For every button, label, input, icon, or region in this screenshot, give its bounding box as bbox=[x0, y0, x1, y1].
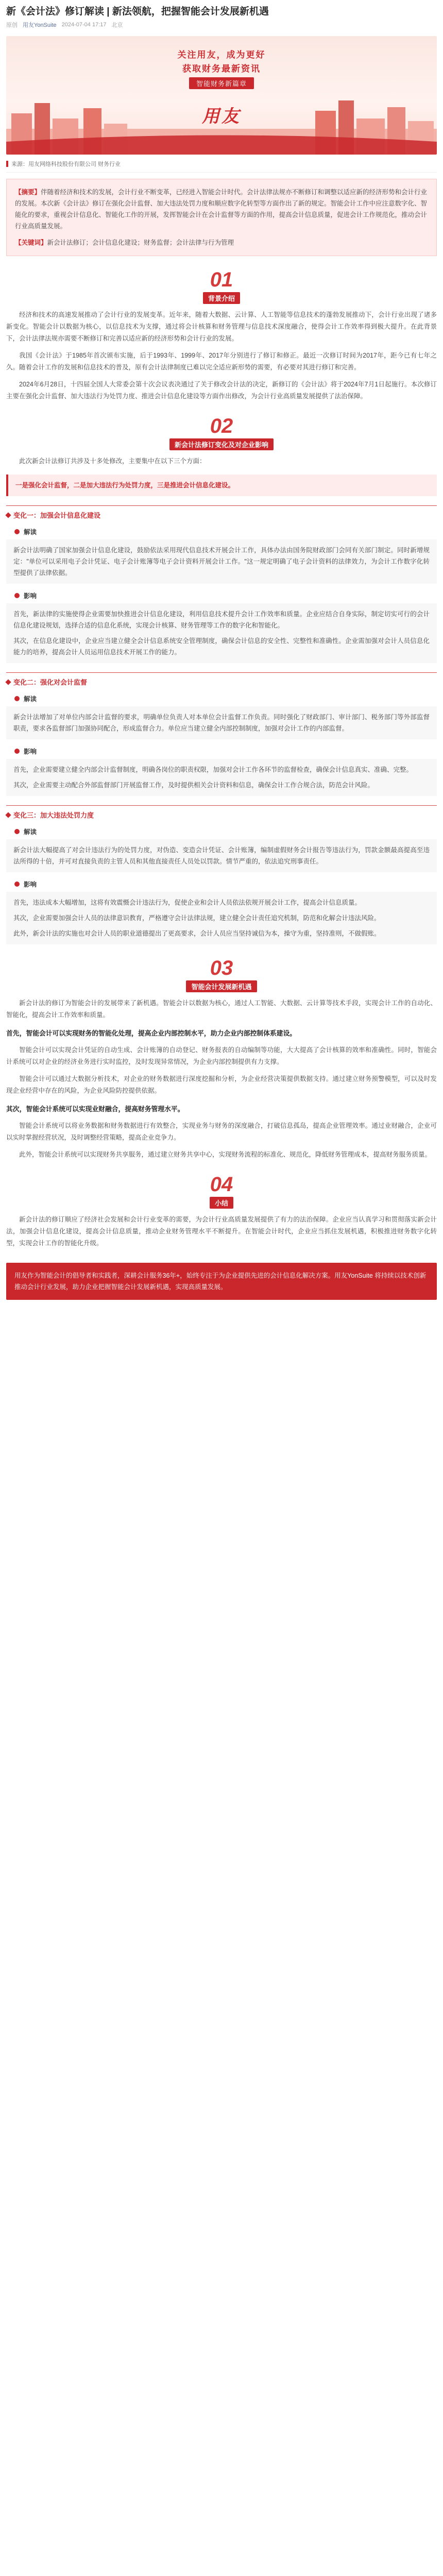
account-link[interactable]: 用友YonSuite bbox=[23, 22, 57, 28]
sub-title: 影响 bbox=[24, 748, 37, 755]
change-title: 变化二：强化对会计监督 bbox=[13, 679, 88, 686]
change-1-read-label bbox=[14, 527, 437, 536]
section-04-para-1: 新会计法的修订顺应了经济社会发展和会计行业变革的需要，为会计行业高质量发展提供了有力的法治保障。企业应当认真学习和贯彻落实新会计法，加强会计信息化建设，提高会计信息质量，推动企业财务管理水平不断提升。在智能会计时代，企业应当抓住发展机遇，积极推进财务数字化转型，实现会计工作的智能化升级。 bbox=[6, 1216, 437, 1247]
bullet-icon bbox=[14, 882, 20, 887]
highlight-text: 一是强化会计监督，二是加大违法行为处罚力度，三是推进会计信息化建设。 bbox=[15, 482, 235, 489]
change-1-impact-box bbox=[6, 603, 437, 663]
bullet-icon bbox=[14, 529, 20, 534]
hero-line-2: 获取财务最新资讯 bbox=[182, 64, 261, 74]
article-header bbox=[0, 0, 443, 33]
publish-date: 2024-07-04 17:17 bbox=[61, 22, 107, 28]
change-1-label bbox=[6, 505, 437, 520]
change-3-impact-box bbox=[6, 892, 437, 944]
diamond-icon bbox=[5, 512, 11, 518]
section-01-header bbox=[0, 269, 443, 304]
change-2-label bbox=[6, 672, 437, 687]
change-2-read-box bbox=[6, 706, 437, 739]
change-2-impact-label bbox=[14, 747, 437, 756]
section-number: 03 bbox=[210, 957, 233, 979]
section-02-intro: 此次新会计法修订共涉及十多处修改，主要集中在以下三个方面： bbox=[19, 457, 206, 465]
section-03-para-3: 智能会计可以通过大数据分析技术，对企业的财务数据进行深度挖掘和分析，为企业经营决策提供数据支持。通过建立财务预警模型，可以及时发现企业经营中存在的风险，为企业风险防控提供依据。 bbox=[6, 1075, 437, 1094]
read-text: 新会计法明确了国家加强会计信息化建设，鼓励依法采用现代信息技术开展会计工作，具体办法由国务院财政部门会同有关部门制定。同时新增规定："单位可以采用电子会计凭证、电子会计账簿等电子会计资料开展会计工作。"这一规定明确了电子会计资料的法律效力，为会计工作数字化转型提供了法律依据。 bbox=[13, 547, 430, 577]
bullet-icon bbox=[14, 749, 20, 754]
section-03-para-5: 此外，智能会计系统可以实现财务共享服务，通过建立财务共享中心，实现财务流程的标准化、规范化，降低财务管理成本，提高财务服务质量。 bbox=[19, 1151, 432, 1158]
city-skyline-illustration bbox=[6, 93, 437, 155]
section-02-header bbox=[0, 416, 443, 450]
section-title: 智能会计发展新机遇 bbox=[186, 980, 257, 992]
hero-line-3: 智能财务新篇章 bbox=[189, 77, 254, 89]
section-01-para-1: 经济和技术的高速发展推动了会计行业的发展变革。近年来，随着大数据、云计算、人工智能等信息技术的蓬勃发展推动下，会计行业出现了诸多新变化。智能会计以数据为核心，以信息技术为支撑，通过将会计核算和财务管理与信息技术深度融合，使得会计工作效率得到极大提升。在此背景下，会计法律法规亦需要不断修订和完善以适应新的经济形势和会计行业的发展。 bbox=[6, 311, 437, 342]
change-2-impact-box bbox=[6, 759, 437, 796]
impact-text: 首先，违法成本大幅增加，这将有效震慑会计违法行为，促使企业和会计人员依法依规开展会计工作，提高会计信息质量。 bbox=[13, 899, 362, 906]
bullet-icon bbox=[14, 696, 20, 701]
bullet-icon bbox=[14, 829, 20, 834]
impact-text: 其次，在信息化建设中，企业应当建立健全会计信息系统安全管理制度，确保会计信息的安全性、完整性和准确性。企业需加强对会计人员信息化能力的培养，提高会计人员运用信息技术开展工作的能力。 bbox=[13, 637, 430, 656]
source-marker bbox=[6, 161, 8, 167]
change-title: 变化一：加强会计信息化建设 bbox=[13, 512, 101, 519]
sub-title: 影响 bbox=[24, 881, 37, 888]
change-3-read-box bbox=[6, 839, 437, 872]
hero-line-1: 关注用友，成为更好 bbox=[177, 50, 266, 60]
abstract-box bbox=[6, 179, 437, 256]
article-title: 新《会计法》修订解读 | 新法领航，把握智能会计发展新机遇 bbox=[6, 6, 269, 17]
impact-text: 其次，企业需要加强会计人员的法律意识教育，严格遵守会计法律法规，建立健全会计责任追究机制，防范和化解会计违法风险。 bbox=[13, 914, 381, 922]
brand-name: 用友 bbox=[202, 107, 241, 126]
impact-text: 此外，新会计法的实施也对会计人员的职业道德提出了更高要求，会计人员应当坚持诚信为本，操守为重，坚持准则，不做假账。 bbox=[13, 930, 381, 937]
read-text: 新会计法增加了对单位内部会计监督的要求，明确单位负责人对本单位会计监督工作负责。同时强化了财政部门、审计部门、税务部门等外部监督职责，要求各监督部门加强协同配合，形成监督合力。单位应当建立健全内部控制制度，加强对会计工作的内部监督。 bbox=[13, 714, 430, 732]
section-01-para-3: 2024年6月28日，十四届全国人大常委会第十次会议表决通过了关于修改会计法的决定，新修订的《会计法》将于2024年7月1日起施行。本次修订主要在强化会计监督、加大违法行为处罚力度、推进会计信息化建设等方面作出修改，为会计行业高质量发展提供了法治保障。 bbox=[6, 381, 437, 400]
section-03-bold-1: 首先，智能会计可以实现财务的智能化处理，提高企业内部控制水平，助力企业内部控制体系建设。 bbox=[6, 1029, 297, 1037]
section-number: 04 bbox=[210, 1173, 233, 1196]
article-meta bbox=[6, 21, 437, 29]
sub-title: 解读 bbox=[24, 529, 37, 536]
sub-title: 影响 bbox=[24, 592, 37, 600]
impact-text: 首先，新法律的实施使得企业需要加快推进会计信息化建设，利用信息技术提升会计工作效率和质量。企业应结合自身实际，制定切实可行的会计信息化建设规划，选择合适的信息化系统，实现会计核算、财务管理等工作的数字化和智能化。 bbox=[13, 611, 430, 629]
impact-text: 其次，企业需要主动配合外部监督部门开展监督工作，及时提供相关会计资料和信息，确保会计工作合规合法，防范会计风险。 bbox=[13, 782, 374, 789]
diamond-icon bbox=[5, 679, 11, 685]
read-text: 新会计法大幅提高了对会计违法行为的处罚力度，对伪造、变造会计凭证、会计账簿，编制虚假财务会计报告等违法行为，罚款金额最高提高至违法所得的十倍，并可对直接负责的主管人员和其他直接责任人员处以罚款。情节严重的，依法追究刑事责任。 bbox=[13, 846, 430, 865]
section-number: 02 bbox=[210, 415, 233, 437]
source-line bbox=[6, 160, 437, 173]
abstract-tag: 【摘要】 bbox=[15, 189, 41, 196]
abstract-text: 伴随着经济和技术的发展，会计行业不断变革，已经进入智能会计时代。会计法律法规亦不断修订和调整以适应新的经济形势和会计行业的发展。本次新《会计法》修订在强化会计监督、加大违法处罚力度和顺应数字化转型等方面作出了新的规定。智能会计工作中应注意数字化、智能化的要求，重视会计信息化、智能化工作的开展，发挥智能会计在会计监督等方面的作用，提高会计信息质量，促进会计工作规范化，推动会计行业高质量发展。 bbox=[15, 189, 428, 230]
abstract-keywords bbox=[15, 237, 428, 248]
section-02-highlight bbox=[6, 474, 437, 496]
abstract-summary bbox=[15, 187, 428, 232]
section-title: 小结 bbox=[210, 1197, 233, 1209]
change-3-label bbox=[6, 805, 437, 820]
diamond-icon bbox=[5, 812, 11, 818]
author-badge: 原创 bbox=[6, 22, 18, 28]
sub-title: 解读 bbox=[24, 696, 37, 703]
keywords-text: 新会计法修订；会计信息化建设；财务监督；会计法律与行为管理 bbox=[47, 239, 234, 246]
change-1-read-box bbox=[6, 539, 437, 584]
section-03-header bbox=[0, 958, 443, 992]
section-01-para-2: 我国《会计法》于1985年首次颁布实施，后于1993年、1999年、2017年分别进行了修订和修正。最近一次修订时间为2017年，距今已有七年之久。随着会计工作的发展和信息技术的普及，原有会计法律制度已难以完全适应新形势的需要，有必要对其进行修订和完善。 bbox=[6, 352, 437, 371]
closing-statement-box bbox=[6, 1263, 437, 1300]
bullet-icon bbox=[14, 593, 20, 598]
change-2-read-label bbox=[14, 694, 437, 703]
section-03-para-2: 智能会计可以实现会计凭证的自动生成、会计账簿的自动登记、财务报表的自动编制等功能，大大提高了会计核算的效率和准确性。同时，智能会计系统可以对企业的经济业务进行实时监控，及时发现异常情况，为企业内部控制提供有力支撑。 bbox=[6, 1046, 437, 1065]
hero-banner bbox=[6, 36, 437, 155]
publish-location: 北京 bbox=[111, 22, 123, 28]
change-1-impact-label bbox=[14, 591, 437, 600]
change-3-read-label bbox=[14, 827, 437, 836]
keywords-tag: 【关键词】 bbox=[15, 239, 47, 246]
change-3-impact-label bbox=[14, 879, 437, 889]
section-number: 01 bbox=[210, 268, 233, 291]
source-text: 来源：用友网络科技股份有限公司 财务行业 bbox=[11, 161, 121, 167]
section-title: 背景介绍 bbox=[203, 292, 240, 304]
hero-slogan bbox=[6, 47, 437, 89]
section-04-header bbox=[0, 1174, 443, 1209]
section-03-para-1: 新会计法的修订为智能会计的发展带来了新机遇。智能会计以数据为核心，通过人工智能、大数据、云计算等技术手段，实现会计工作的自动化、智能化，提高会计工作效率和质量。 bbox=[6, 999, 437, 1019]
change-title: 变化三：加大违法处罚力度 bbox=[13, 811, 94, 819]
section-03-bold-2: 其次，智能会计系统可以实现业财融合，提高财务管理水平。 bbox=[6, 1105, 184, 1113]
section-title: 新会计法修订变化及对企业影响 bbox=[169, 438, 274, 450]
section-03-para-4: 智能会计系统可以将业务数据和财务数据进行有效整合，实现业务与财务的深度融合，打破信息孤岛，提高企业管理效率。通过业财融合，企业可以实时掌握经营状况，及时调整经营策略，提高企业竞争力。 bbox=[6, 1122, 437, 1141]
sub-title: 解读 bbox=[24, 828, 37, 836]
impact-text: 首先，企业需要建立健全内部会计监督制度，明确各岗位的职责权限，加强对会计工作各环节的监督检查，确保会计信息真实、准确、完整。 bbox=[13, 766, 413, 773]
closing-text: 用友作为智能会计的倡导者和实践者，深耕会计服务36年+，始终专注于为企业提供先进的会计信息化解决方案。用友YonSuite 将持续以技术创新推动会计行业发展，助力企业把握智能会计发展新机遇，实现高质量发展。 bbox=[14, 1272, 427, 1291]
